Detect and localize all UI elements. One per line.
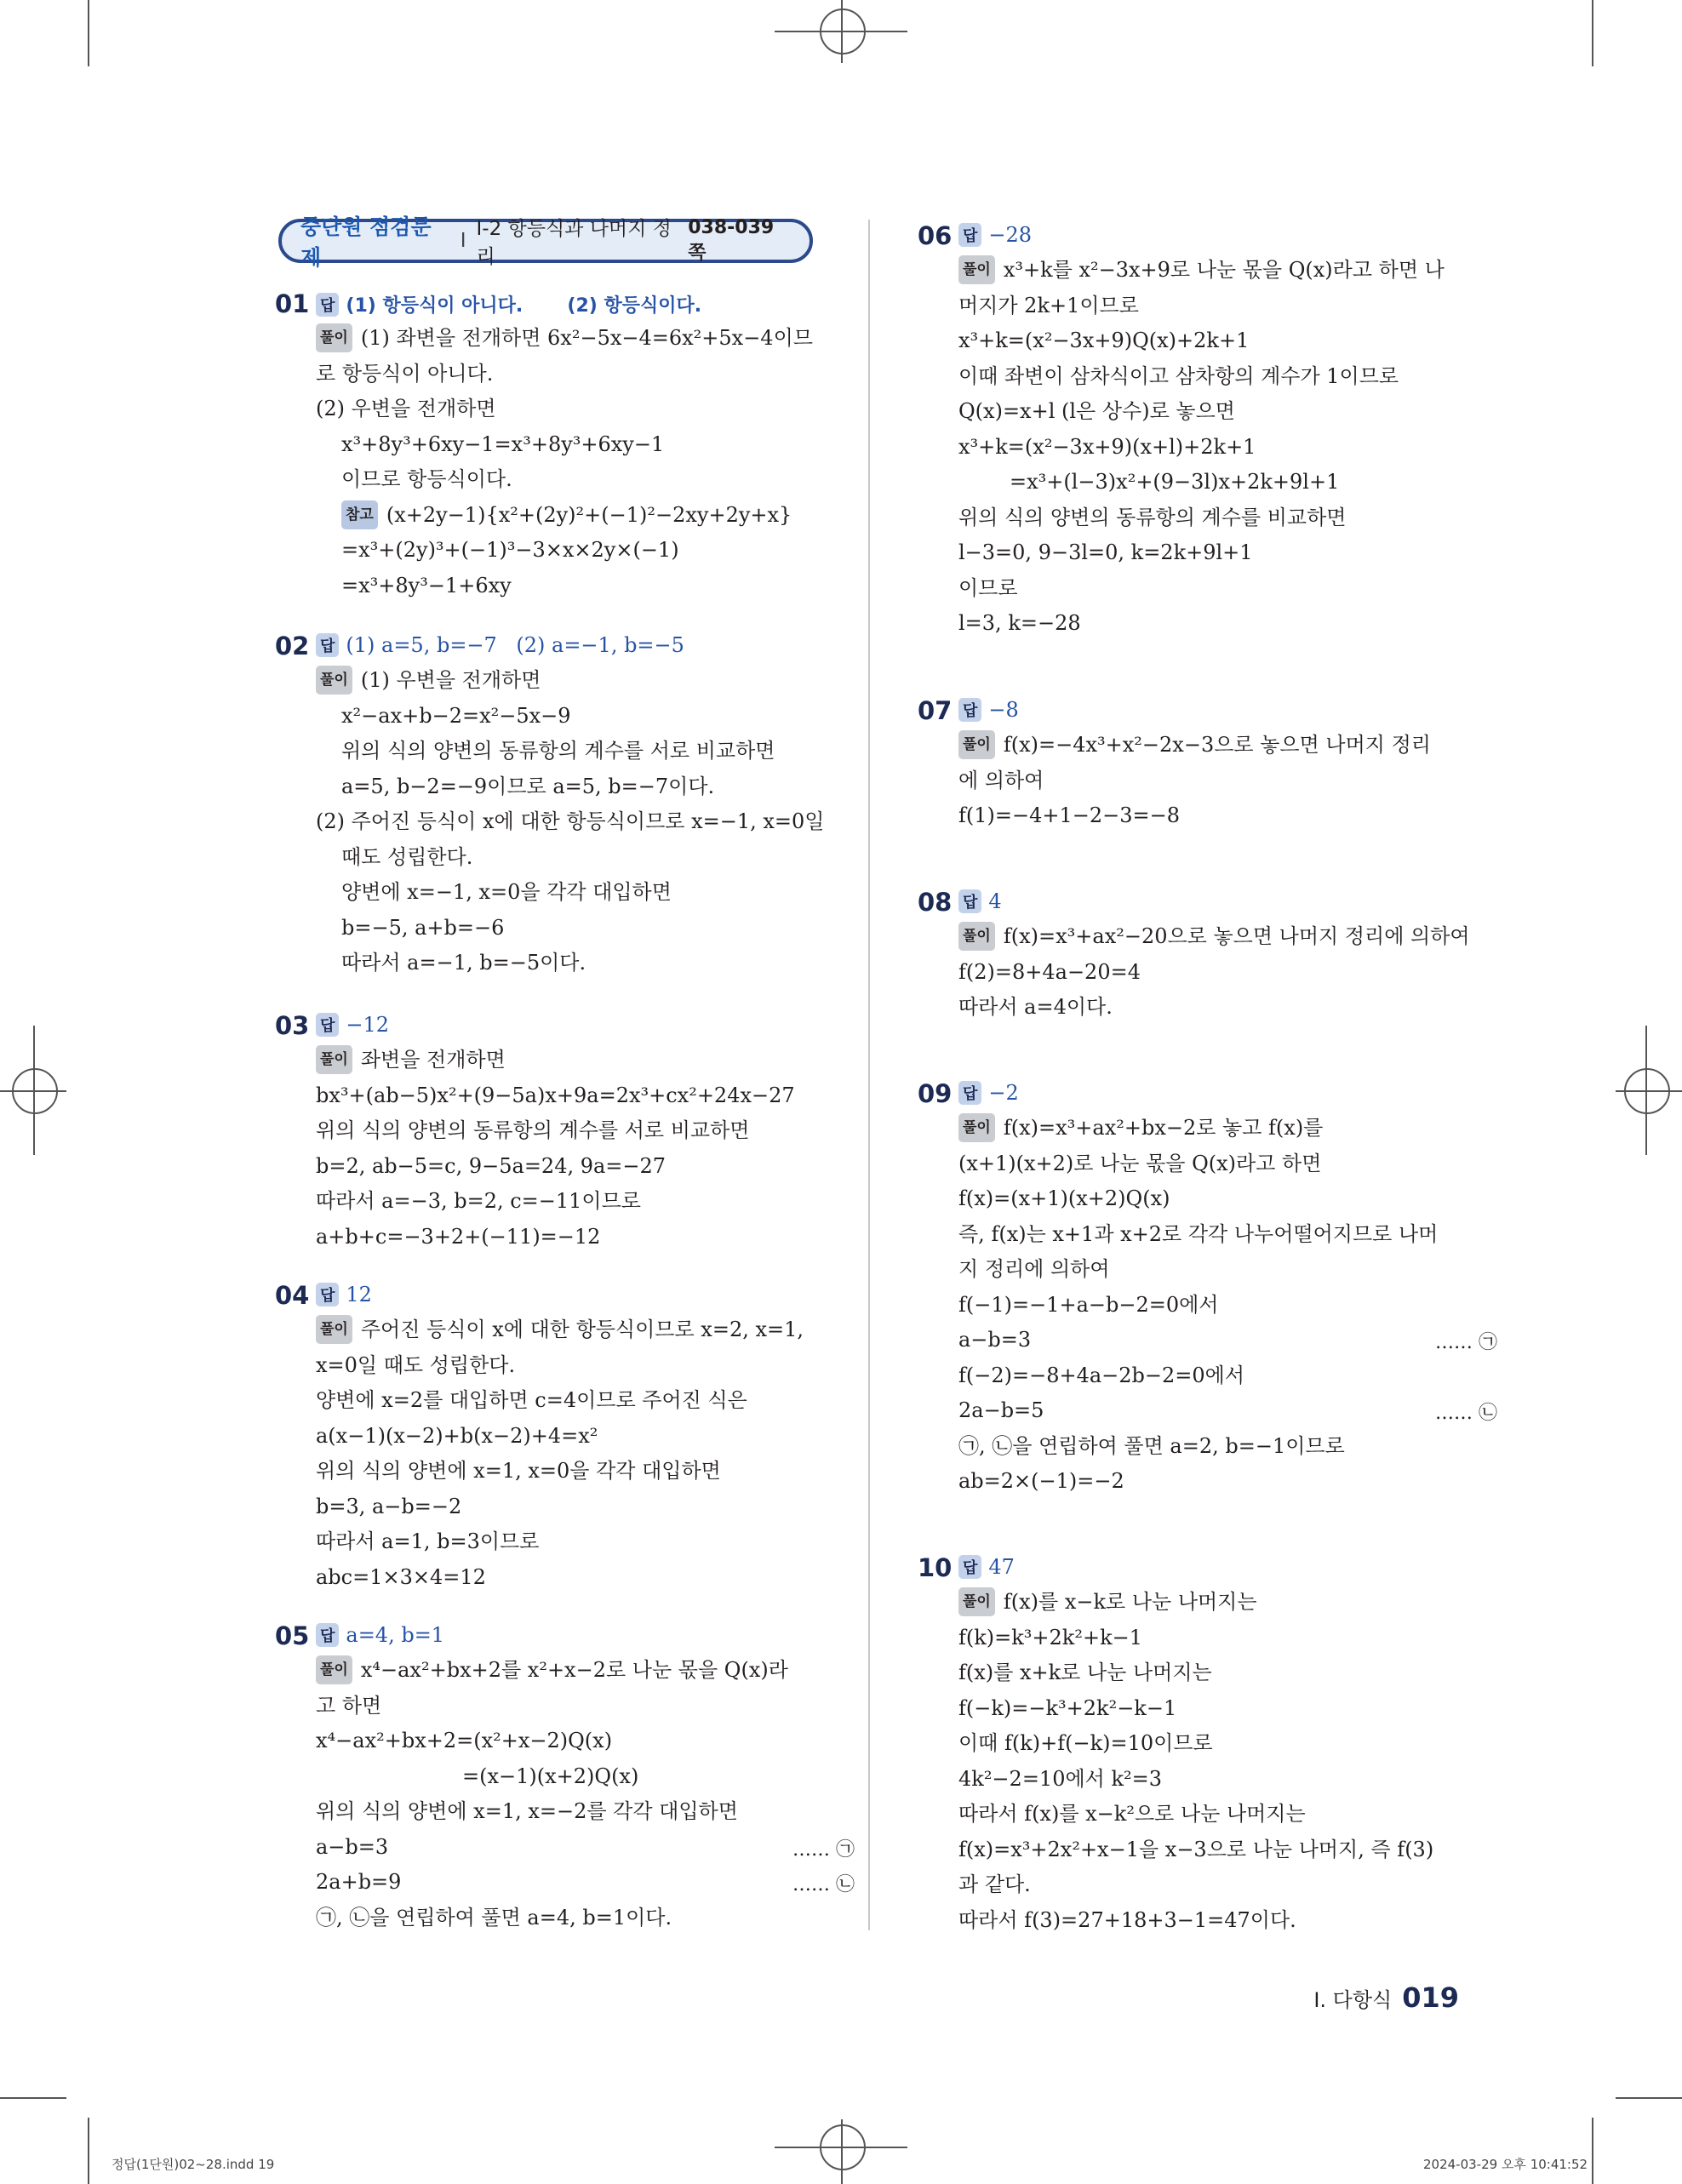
line-text: 위의 식의 양변의 동류항의 계수를 서로 비교하면	[316, 1118, 750, 1142]
solution-line	[958, 362, 1399, 391]
solution-line	[341, 772, 714, 801]
slug-filename: 정답(1단원)02~28.indd 19	[112, 2157, 275, 2172]
section-title: 중단원 점검문제	[300, 214, 432, 270]
line-text: 양변에 x=−1, x=0을 각각 대입하면	[341, 880, 672, 904]
solution-line	[316, 1563, 486, 1592]
line-text: 에 의하여	[958, 768, 1044, 792]
solution-line	[958, 1799, 1306, 1828]
line-text: 2a−b=5	[958, 1398, 1044, 1422]
answer-row	[958, 698, 1019, 722]
line-text: 고 하면	[316, 1693, 382, 1718]
line-text: f(x)를 x+k로 나눈 나머지는	[958, 1661, 1212, 1684]
answer-badge: 답	[316, 1623, 339, 1647]
solution-line	[958, 1694, 1176, 1723]
solution-line	[958, 574, 1018, 603]
solution-badge: 풀이	[958, 1587, 995, 1616]
line-text: ㉠, ㉡을 연립하여 풀면 a=2, b=−1이므로	[958, 1433, 1345, 1458]
solution-line	[341, 465, 512, 494]
answer-badge: 답	[316, 1013, 339, 1037]
page-reference: 038-039쪽	[688, 217, 775, 264]
line-text: 2a+b=9	[316, 1870, 402, 1894]
line-text: ㉠, ㉡을 연립하여 풀면 a=4, b=1이다.	[316, 1905, 672, 1930]
line-text: f(−k)=−k³+2k²−k−1	[958, 1695, 1177, 1720]
answer-text: −8	[988, 698, 1019, 722]
line-text: 따라서 f(x)를 x−k²으로 나눈 나머지는	[958, 1802, 1306, 1826]
solution-line	[341, 571, 512, 600]
line-text: f(x)를 x−k로 나눈 나머지는	[1003, 1590, 1257, 1614]
answer-row	[316, 291, 701, 317]
line-text: 이때 좌변이 삼차식이고 삼차항의 계수가 1이므로	[958, 363, 1399, 388]
solution-line	[316, 1492, 461, 1521]
line-text: 지 정리에 의하여	[958, 1257, 1110, 1281]
line-text: x³+k를 x²−3x+9로 나눈 몫을 Q(x)라고 하면 나	[1003, 258, 1445, 282]
crop-mark	[1616, 2097, 1682, 2099]
answer-text: −12	[346, 1013, 390, 1037]
answer-badge: 답	[958, 698, 981, 722]
line-text: f(1)=−4+1−2−3=−8	[958, 803, 1180, 827]
answer-row	[958, 1555, 1015, 1579]
answer-row	[958, 223, 1032, 247]
solution-line	[316, 666, 541, 695]
solution-line	[958, 609, 1081, 637]
answer-text: (2) 항등식이다.	[567, 295, 702, 317]
answer-row	[316, 1623, 444, 1647]
line-text: (1) 우변을 전개하면	[360, 668, 541, 692]
solution-line	[958, 1870, 1031, 1899]
line-text: 위의 식의 양변에 x=1, x=−2를 각각 대입하면	[316, 1799, 738, 1823]
solution-line	[341, 535, 679, 564]
solution-line	[958, 291, 1139, 320]
answer-badge: 답	[958, 223, 981, 247]
line-text: f(2)=8+4a−20=4	[958, 959, 1141, 984]
registration-crosshair	[1616, 1090, 1682, 1092]
line-text: x³+8y³+6xy−1=x³+8y³+6xy−1	[341, 432, 665, 456]
crop-mark	[1592, 0, 1593, 66]
solution-line	[316, 1691, 381, 1720]
line-text: 따라서 a=1, b=3이므로	[316, 1529, 540, 1553]
line-text: bx³+(ab−5)x²+(9−5a)x+9a=2x³+cx²+24x−27	[316, 1083, 795, 1107]
line-text: f(x)=−4x³+x²−2x−3으로 놓으면 나머지 정리	[1003, 733, 1431, 757]
column-divider	[868, 220, 870, 1930]
answer-text: a=4, b=1	[346, 1623, 445, 1647]
solution-line	[341, 736, 775, 765]
line-text: f(x)=x³+2x²+x−1을 x−3으로 나눈 나머지, 즉 f(3)	[958, 1837, 1434, 1861]
solution-line	[958, 992, 1113, 1021]
solution-line	[316, 323, 813, 352]
crop-mark	[0, 2097, 66, 2099]
solution-line	[958, 730, 1431, 759]
solution-badge: 풀이	[958, 922, 995, 951]
solution-line	[341, 843, 472, 872]
answer-text: (1) 항등식이 아니다.	[346, 295, 523, 317]
answer-row	[316, 1013, 389, 1037]
line-text: b=3, a−b=−2	[316, 1494, 462, 1518]
solution-line	[958, 1396, 1044, 1425]
line-text: =x³+8y³−1+6xy	[341, 573, 512, 597]
solution-line	[958, 1729, 1213, 1758]
solution-line	[958, 1220, 1438, 1249]
problem-number: 07	[918, 696, 953, 725]
answer-text: 4	[988, 889, 1002, 913]
solution-line	[958, 958, 1141, 986]
solution-line	[958, 397, 1235, 426]
solution-line	[958, 1149, 1321, 1178]
line-text: 따라서 a=−3, b=2, c=−11이므로	[316, 1189, 641, 1213]
answer-badge: 답	[958, 889, 981, 913]
solution-line	[958, 1623, 1142, 1652]
answer-row	[958, 1081, 1019, 1105]
answer-badge: 답	[316, 633, 339, 657]
page-footer	[1313, 1981, 1459, 2014]
line-text: 따라서 f(3)=27+18+3−1=47이다.	[958, 1907, 1296, 1932]
line-text: f(k)=k³+2k²+k−1	[958, 1625, 1142, 1649]
problem-number: 06	[918, 221, 953, 250]
line-text: 이므로	[958, 575, 1018, 600]
solution-line	[316, 1797, 738, 1826]
line-text: =(x−1)(x+2)Q(x)	[462, 1764, 639, 1788]
line-text: 이므로 항등식이다.	[341, 467, 512, 491]
line-text: abc=1×3×4=12	[316, 1564, 486, 1589]
answer-text: 47	[988, 1555, 1015, 1579]
line-text: b=−5, a+b=−6	[341, 915, 505, 940]
line-text: a(x−1)(x−2)+b(x−2)+4=x²	[316, 1423, 598, 1448]
solution-badge: 풀이	[958, 1113, 995, 1142]
solution-line	[958, 432, 1256, 461]
answer-row	[958, 889, 1002, 913]
line-text: 위의 식의 양변에 x=1, x=0을 각각 대입하면	[316, 1459, 721, 1483]
solution-line	[341, 701, 571, 730]
line-text: =x³+(l−3)x²+(9−3l)x+2k+9l+1	[1010, 470, 1340, 494]
solution-line	[958, 1325, 1031, 1354]
line-text: =x³+(2y)³+(−1)³−3×x×2y×(−1)	[341, 538, 679, 562]
registration-crosshair	[33, 1026, 35, 1155]
solution-line	[316, 1186, 641, 1215]
line-text: 위의 식의 양변의 동류항의 계수를 서로 비교하면	[341, 739, 775, 763]
line-text: 주어진 등식이 x에 대한 항등식이므로 x=2, x=1,	[360, 1318, 804, 1341]
solution-line	[316, 1832, 388, 1861]
problem-number: 02	[275, 632, 310, 660]
page-number: 019	[1402, 1981, 1459, 2014]
problem-number: 08	[918, 888, 953, 917]
solution-line	[958, 766, 1044, 795]
solution-line	[462, 1762, 638, 1791]
header-separator: I	[460, 230, 466, 252]
line-text: 머지가 2k+1이므로	[958, 293, 1139, 317]
solution-line	[958, 1466, 1124, 1495]
solution-line	[316, 1726, 612, 1755]
line-text: (2) 주어진 등식이 x에 대한 항등식이므로 x=−1, x=0일	[316, 809, 825, 833]
answer-text: 12	[346, 1283, 372, 1306]
line-text: 즉, f(x)는 x+1과 x+2로 각각 나누어떨어지므로 나머	[958, 1221, 1439, 1246]
line-text: (1) 좌변을 전개하면 6x²−5x−4=6x²+5x−4이므	[360, 326, 813, 350]
line-text: a−b=3	[316, 1834, 389, 1859]
line-text: 양변에 x=2를 대입하면 c=4이므로 주어진 식은	[316, 1388, 747, 1412]
solution-badge: 풀이	[316, 1655, 352, 1684]
solution-line	[316, 394, 496, 423]
solution-line	[316, 1421, 598, 1450]
solution-badge: 풀이	[958, 255, 995, 284]
line-text: a−b=3	[958, 1328, 1032, 1352]
answer-row	[316, 1283, 372, 1306]
solution-line	[316, 1456, 721, 1485]
answer-badge: 답	[316, 293, 339, 317]
solution-line	[316, 1315, 804, 1344]
solution-line	[958, 1255, 1110, 1284]
line-text: x³+k=(x²−3x+9)Q(x)+2k+1	[958, 329, 1250, 352]
line-text: x³+k=(x²−3x+9)(x+l)+2k+1	[958, 434, 1256, 459]
solution-line	[958, 1290, 1219, 1319]
line-text: b=2, ab−5=c, 9−5a=24, 9a=−27	[316, 1153, 667, 1178]
answer-row	[316, 633, 684, 657]
line-text: l=3, k=−28	[958, 611, 1081, 635]
equation-tag: …… ㉠	[1435, 1332, 1497, 1353]
solution-line	[316, 1081, 795, 1110]
solution-line	[316, 807, 824, 836]
line-text: f(−2)=−8+4a−2b−2=0에서	[958, 1363, 1245, 1387]
solution-line	[958, 801, 1180, 830]
solution-line	[316, 1527, 539, 1556]
solution-line	[958, 1587, 1257, 1616]
answer-text: (2) a=−1, b=−5	[516, 633, 684, 657]
solution-line	[316, 1351, 515, 1380]
equation-tag: …… ㉠	[792, 1838, 855, 1861]
solution-line	[958, 1184, 1170, 1213]
line-text: x=0일 때도 성립한다.	[316, 1352, 516, 1377]
line-text: 때도 성립한다.	[341, 844, 473, 869]
solution-line	[1010, 467, 1339, 496]
section-subtitle: I-2 항등식과 나머지 정리	[476, 218, 672, 268]
solution-line	[958, 1432, 1345, 1461]
solution-line	[341, 430, 664, 459]
solution-line	[958, 1764, 1162, 1793]
problem-number: 03	[275, 1011, 310, 1040]
solution-line	[316, 1222, 600, 1251]
line-text: a=5, b−2=−9이므로 a=5, b=−7이다.	[341, 774, 715, 798]
line-text: x²−ax+b−2=x²−5x−9	[341, 703, 571, 728]
line-text: x⁴−ax²+bx+2=(x²+x−2)Q(x)	[316, 1729, 613, 1752]
problem-number: 09	[918, 1079, 953, 1108]
solution-badge: 풀이	[316, 666, 352, 695]
line-text: (2) 우변을 전개하면	[316, 397, 496, 420]
line-text: 이때 f(k)+f(−k)=10이므로	[958, 1731, 1213, 1755]
slug-timestamp: 2024-03-29 오후 10:41:52	[1423, 2157, 1588, 2172]
solution-line	[341, 878, 672, 906]
registration-crosshair	[841, 0, 843, 63]
solution-line	[958, 922, 1470, 951]
solution-badge: 풀이	[316, 323, 352, 352]
solution-line	[958, 1906, 1296, 1935]
solution-line	[958, 326, 1249, 355]
problem-number: 01	[275, 289, 310, 318]
solution-line	[316, 1867, 401, 1896]
registration-crosshair	[1645, 1026, 1647, 1155]
solution-badge: 풀이	[316, 1045, 352, 1074]
problem-number: 10	[918, 1553, 953, 1582]
solution-line	[958, 538, 1253, 567]
solution-line	[958, 1113, 1323, 1142]
line-text: ab=2×(−1)=−2	[958, 1469, 1124, 1493]
line-text: f(x)=x³+ax²−20으로 놓으면 나머지 정리에 의하여	[1003, 924, 1470, 948]
equation-tag: …… ㉡	[792, 1874, 855, 1895]
line-text: Q(x)=x+l (l은 상수)로 놓으면	[958, 399, 1235, 423]
solution-line	[341, 500, 792, 529]
solution-line	[316, 1116, 749, 1145]
answer-text: −2	[988, 1081, 1019, 1105]
crop-mark	[88, 0, 89, 66]
crop-mark	[1592, 2118, 1593, 2184]
registration-crosshair	[841, 2119, 843, 2184]
answer-badge: 답	[958, 1555, 981, 1579]
line-text: (x+2y−1){x²+(2y)²+(−1)²−2xy+2y+x}	[386, 502, 792, 527]
line-text: 과 같다.	[958, 1872, 1031, 1896]
line-text: 따라서 a=4이다.	[958, 995, 1113, 1019]
solution-line	[958, 503, 1346, 532]
solution-badge: 풀이	[958, 730, 995, 759]
answer-badge: 답	[958, 1081, 981, 1105]
solution-line	[341, 948, 586, 977]
answer-text: (1) a=5, b=−7	[346, 633, 497, 657]
solution-line	[958, 255, 1445, 284]
line-text: f(x)=x³+ax²+bx−2로 놓고 f(x)를	[1003, 1116, 1324, 1140]
line-text: (x+1)(x+2)로 나눈 몫을 Q(x)라고 하면	[958, 1151, 1322, 1175]
line-text: 따라서 a=−1, b=−5이다.	[341, 951, 586, 975]
solution-line	[316, 1045, 506, 1074]
equation-tag: …… ㉡	[1435, 1403, 1497, 1424]
answer-badge: 답	[316, 1283, 339, 1306]
solution-line	[958, 1361, 1244, 1390]
solution-line	[316, 1152, 666, 1181]
section-header	[278, 214, 813, 270]
problem-number: 04	[275, 1281, 310, 1310]
line-text: 로 항등식이 아니다.	[316, 361, 494, 386]
line-text: 4k²−2=10에서 k²=3	[958, 1766, 1163, 1791]
chapter-label: I. 다항식	[1313, 1988, 1393, 2012]
line-text: 위의 식의 양변의 동류항의 계수를 비교하면	[958, 505, 1347, 529]
solution-line	[316, 1655, 788, 1684]
line-text: 좌변을 전개하면	[360, 1048, 506, 1072]
line-text: a+b+c=−3+2+(−11)=−12	[316, 1224, 601, 1249]
solution-line	[958, 1835, 1433, 1864]
solution-line	[316, 1386, 747, 1415]
problem-number: 05	[275, 1621, 310, 1650]
line-text: l−3=0, 9−3l=0, k=2k+9l+1	[958, 540, 1253, 564]
crop-mark	[88, 2118, 89, 2184]
line-text: x⁴−ax²+bx+2를 x²+x−2로 나눈 몫을 Q(x)라	[360, 1658, 788, 1682]
line-text: f(x)=(x+1)(x+2)Q(x)	[958, 1186, 1170, 1210]
note-badge: 참고	[341, 500, 378, 529]
solution-line	[341, 913, 504, 942]
solution-line	[316, 1903, 672, 1932]
solution-line	[958, 1658, 1212, 1687]
answer-text: −28	[988, 223, 1033, 247]
solution-badge: 풀이	[316, 1315, 352, 1344]
line-text: f(−1)=−1+a−b−2=0에서	[958, 1292, 1219, 1317]
solution-line	[316, 359, 493, 388]
